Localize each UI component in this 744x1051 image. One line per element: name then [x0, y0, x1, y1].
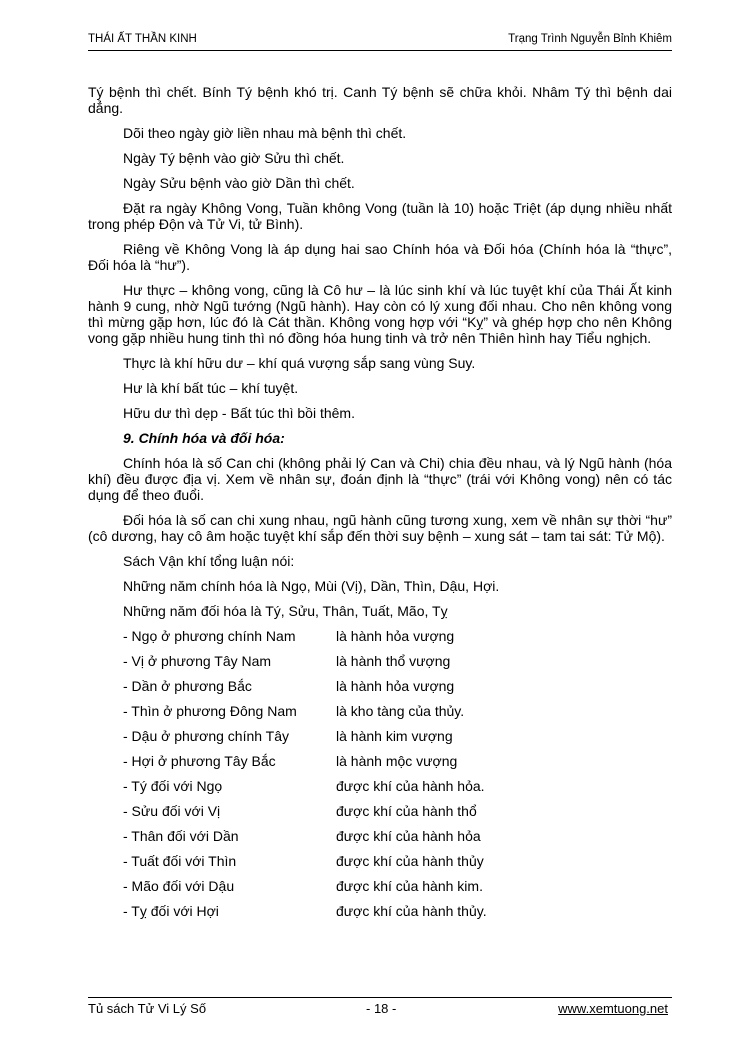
pair-left: - Tý đối với Ngọ	[123, 778, 223, 794]
list-item	[88, 728, 672, 744]
paragraph: Riêng về Không Vong là áp dụng hai sao Chính hóa và Đối hóa (Chính hóa là “thực”, Đối hóa là “hư”).	[88, 241, 672, 273]
paragraph: Chính hóa là số Can chi (không phải lý Can và Chi) chia đều nhau, và lý Ngũ hành (hóa khí) đều được địa vị. Xem về nhân sự, đoán định là “thực” (trái với Không vong) nên có tác dụng để theo đuổi.	[88, 455, 672, 503]
header-author: Trạng Trình Nguyễn Bỉnh Khiêm	[508, 33, 672, 45]
paragraph: Hư thực – không vong, cũng là Cô hư – là lúc sinh khí và lúc tuyệt khí của Thái Ất kinh hành 9 cung, nhờ Ngũ tướng (Ngũ hành). Hay còn có lý xung đối nhau. Cho nên không vong thì mừng gặp hơn, lúc đó là Cát thần. Không vong hợp với “Kỵ” và ghép hợp cho nên Không vong gặp nhiều hung tinh thì nó đồng hóa hung tinh và trở nên Thiên hình hay Tiểu nghịch.	[88, 282, 672, 346]
pair-left: - Ngọ ở phương chính Nam	[123, 628, 296, 644]
header-book-title: THÁI ẤT THẦN KINH	[88, 33, 197, 45]
pair-left: - Dần ở phương Bắc	[123, 678, 252, 694]
footer-website-link[interactable]: www.xemtuong.net	[558, 1001, 668, 1016]
paragraph: Ngày Sửu bệnh vào giờ Dần thì chết.	[123, 175, 355, 191]
section-heading: 9. Chính hóa và đối hóa:	[123, 430, 285, 446]
paragraph: Những năm chính hóa là Ngọ, Mùi (Vị), Dần, Thìn, Dậu, Hợi.	[123, 578, 500, 594]
paragraph: Đối hóa là số can chi xung nhau, ngũ hành cũng tương xung, xem về nhân sự thời “hư” (cô dương, hay cô âm hoặc tuyệt khí sắp đến thời suy bệnh – xung sát – tam tai sát: Tử Mộ).	[88, 512, 672, 544]
pair-left: - Thìn ở phương Đông Nam	[123, 703, 297, 719]
paragraph: Đặt ra ngày Không Vong, Tuần không Vong (tuần là 10) hoặc Triệt (áp dụng nhiều nhất trong phép Độn và Tử Vi, tử Bình).	[88, 200, 672, 232]
list-item	[88, 678, 672, 694]
pair-right: được khí của hành thủy.	[336, 903, 487, 919]
pair-right: là hành mộc vượng	[336, 753, 458, 769]
pair-right: được khí của hành thủy	[336, 853, 484, 869]
list-item	[88, 853, 672, 869]
pair-left: - Tuất đối với Thìn	[123, 853, 237, 869]
pairs-list	[88, 628, 672, 919]
pair-right: là hành hỏa vượng	[336, 678, 455, 694]
paragraph: Những năm đối hóa là Tý, Sửu, Thân, Tuất, Mão, Tỵ	[123, 603, 448, 619]
pair-left: - Dậu ở phương chính Tây	[123, 728, 290, 744]
pair-left: - Tỵ đối với Hợi	[123, 903, 219, 919]
pair-left: - Hợi ở phương Tây Bắc	[123, 753, 276, 769]
pair-right: được khí của hành hỏa	[336, 828, 481, 844]
page-content	[88, 84, 672, 928]
pair-left: - Thân đối với Dần	[123, 828, 239, 844]
list-item	[88, 778, 672, 794]
list-item	[88, 753, 672, 769]
paragraph: Dõi theo ngày giờ liền nhau mà bệnh thì chết.	[123, 125, 407, 141]
pair-right: được khí của hành hỏa.	[336, 778, 485, 794]
list-item	[88, 703, 672, 719]
pair-right: được khí của hành thổ	[336, 803, 477, 819]
pair-left: - Sửu đối với Vị	[123, 803, 221, 819]
paragraph: Hữu dư thì dẹp - Bất túc thì bồi thêm.	[123, 405, 355, 421]
footer-collection-name: Tủ sách Tử Vi Lý Số	[88, 1001, 207, 1016]
pair-right: là hành kim vượng	[336, 728, 453, 744]
pair-left: - Vị ở phương Tây Nam	[123, 653, 272, 669]
paragraph: Ngày Tý bệnh vào giờ Sửu thì chết.	[123, 150, 345, 166]
list-item	[88, 803, 672, 819]
pair-left: - Mão đối với Dậu	[123, 878, 235, 894]
page-footer	[88, 997, 672, 1018]
page-header	[88, 32, 672, 51]
list-item	[88, 903, 672, 919]
list-item	[88, 828, 672, 844]
list-item	[88, 878, 672, 894]
list-item	[88, 653, 672, 669]
paragraph: Thực là khí hữu dư – khí quá vượng sắp sang vùng Suy.	[123, 355, 476, 371]
paragraph: Sách Vận khí tổng luận nói:	[123, 553, 295, 569]
page-number: - 18 -	[366, 1001, 397, 1016]
pair-right: là hành hỏa vượng	[336, 628, 455, 644]
list-item	[88, 628, 672, 644]
pair-right: được khí của hành kim.	[336, 878, 483, 894]
pair-right: là hành thổ vượng	[336, 653, 451, 669]
paragraph: Tý bệnh thì chết. Bính Tý bệnh khó trị. Canh Tý bệnh sẽ chữa khỏi. Nhâm Tý thì bệnh dai dẳng.	[88, 84, 672, 116]
pair-right: là kho tàng của thủy.	[336, 703, 465, 719]
paragraph: Hư là khí bất túc – khí tuyệt.	[123, 380, 299, 396]
